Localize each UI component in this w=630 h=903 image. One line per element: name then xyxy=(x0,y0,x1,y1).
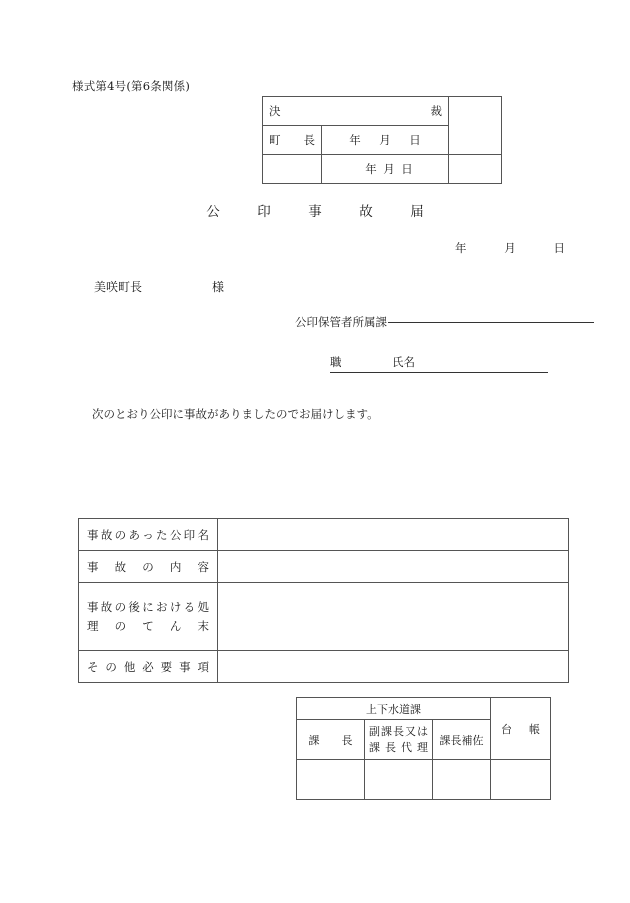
stamp-cell-deputy-chief[interactable] xyxy=(365,760,433,800)
column-header-deputy-chief: 副課長又は 課長代理 xyxy=(365,720,433,760)
body-text: 次のとおり公印に事故がありましたのでお届けします。 xyxy=(92,407,379,421)
table-row xyxy=(79,519,569,551)
date-year: 年 xyxy=(349,133,361,147)
date-day: 日 xyxy=(409,133,421,147)
approval-header-right: 裁 xyxy=(430,104,442,118)
row-value-other-matters[interactable] xyxy=(218,651,569,683)
column-header-assistant-chief: 課長補佐 xyxy=(433,720,491,760)
approval-date-cell-1[interactable] xyxy=(322,126,449,155)
date-year: 年 xyxy=(365,162,377,176)
column-header-section-chief: 課 長 xyxy=(297,720,365,760)
approval-header-left: 決 xyxy=(269,104,281,118)
table-row xyxy=(263,97,502,126)
table-row xyxy=(79,583,569,651)
ledger-label-right: 帳 xyxy=(529,722,541,736)
approval-role-cell-empty[interactable] xyxy=(263,155,322,184)
addressee-name: 美咲町長 xyxy=(94,280,143,294)
ledger-header-cell xyxy=(491,698,551,760)
approval-stamp-cell-top[interactable] xyxy=(449,97,502,155)
date-month: 月 xyxy=(504,241,516,255)
approval-role-cell: 町 長 xyxy=(263,126,322,155)
stamp-cell-ledger[interactable] xyxy=(491,760,551,800)
incident-details-table xyxy=(78,518,569,683)
approval-table xyxy=(262,96,502,184)
form-number: 様式第4号(第6条関係) xyxy=(72,79,191,93)
row-label-post-incident-handling: 事故の後における処 理のてん末 xyxy=(79,583,218,651)
page-title: 公 印 事 故 届 xyxy=(206,204,436,220)
name-label: 氏名 xyxy=(392,355,415,369)
table-row xyxy=(263,155,502,184)
date-month: 月 xyxy=(383,162,395,176)
seal-keeper-name-field[interactable] xyxy=(330,354,548,373)
approval-date-cell-2[interactable] xyxy=(322,155,449,184)
addressee-honorific: 様 xyxy=(211,280,224,294)
stamp-cell-assistant-chief[interactable] xyxy=(433,760,491,800)
department-approval-table xyxy=(296,697,551,800)
row-label-other-matters: その他必要事項 xyxy=(79,651,218,683)
seal-keeper-department-input[interactable] xyxy=(388,322,594,323)
table-row xyxy=(79,651,569,683)
stamp-cell-section-chief[interactable] xyxy=(297,760,365,800)
table-row xyxy=(79,551,569,583)
approval-stamp-cell-bottom[interactable] xyxy=(449,155,502,184)
seal-keeper-department-field xyxy=(295,314,594,330)
section-header-waterworks: 上下水道課 xyxy=(297,698,491,720)
row-value-seal-name[interactable] xyxy=(218,519,569,551)
row-value-incident-content[interactable] xyxy=(218,551,569,583)
date-month: 月 xyxy=(379,133,391,147)
seal-keeper-department-label: 公印保管者所属課 xyxy=(295,315,387,329)
table-row xyxy=(297,760,551,800)
date-year: 年 xyxy=(455,241,467,255)
row-value-post-incident-handling[interactable] xyxy=(218,583,569,651)
approval-header-cell xyxy=(263,97,449,126)
date-day: 日 xyxy=(401,162,413,176)
date-day: 日 xyxy=(553,241,565,255)
document-date-line xyxy=(455,240,565,256)
row-label-seal-name: 事故のあった公印名 xyxy=(79,519,218,551)
addressee xyxy=(94,278,224,295)
position-label: 職 xyxy=(330,355,342,369)
row-label-incident-content: 事故の内容 xyxy=(79,551,218,583)
ledger-label-left: 台 xyxy=(501,722,513,736)
table-row xyxy=(297,698,551,720)
